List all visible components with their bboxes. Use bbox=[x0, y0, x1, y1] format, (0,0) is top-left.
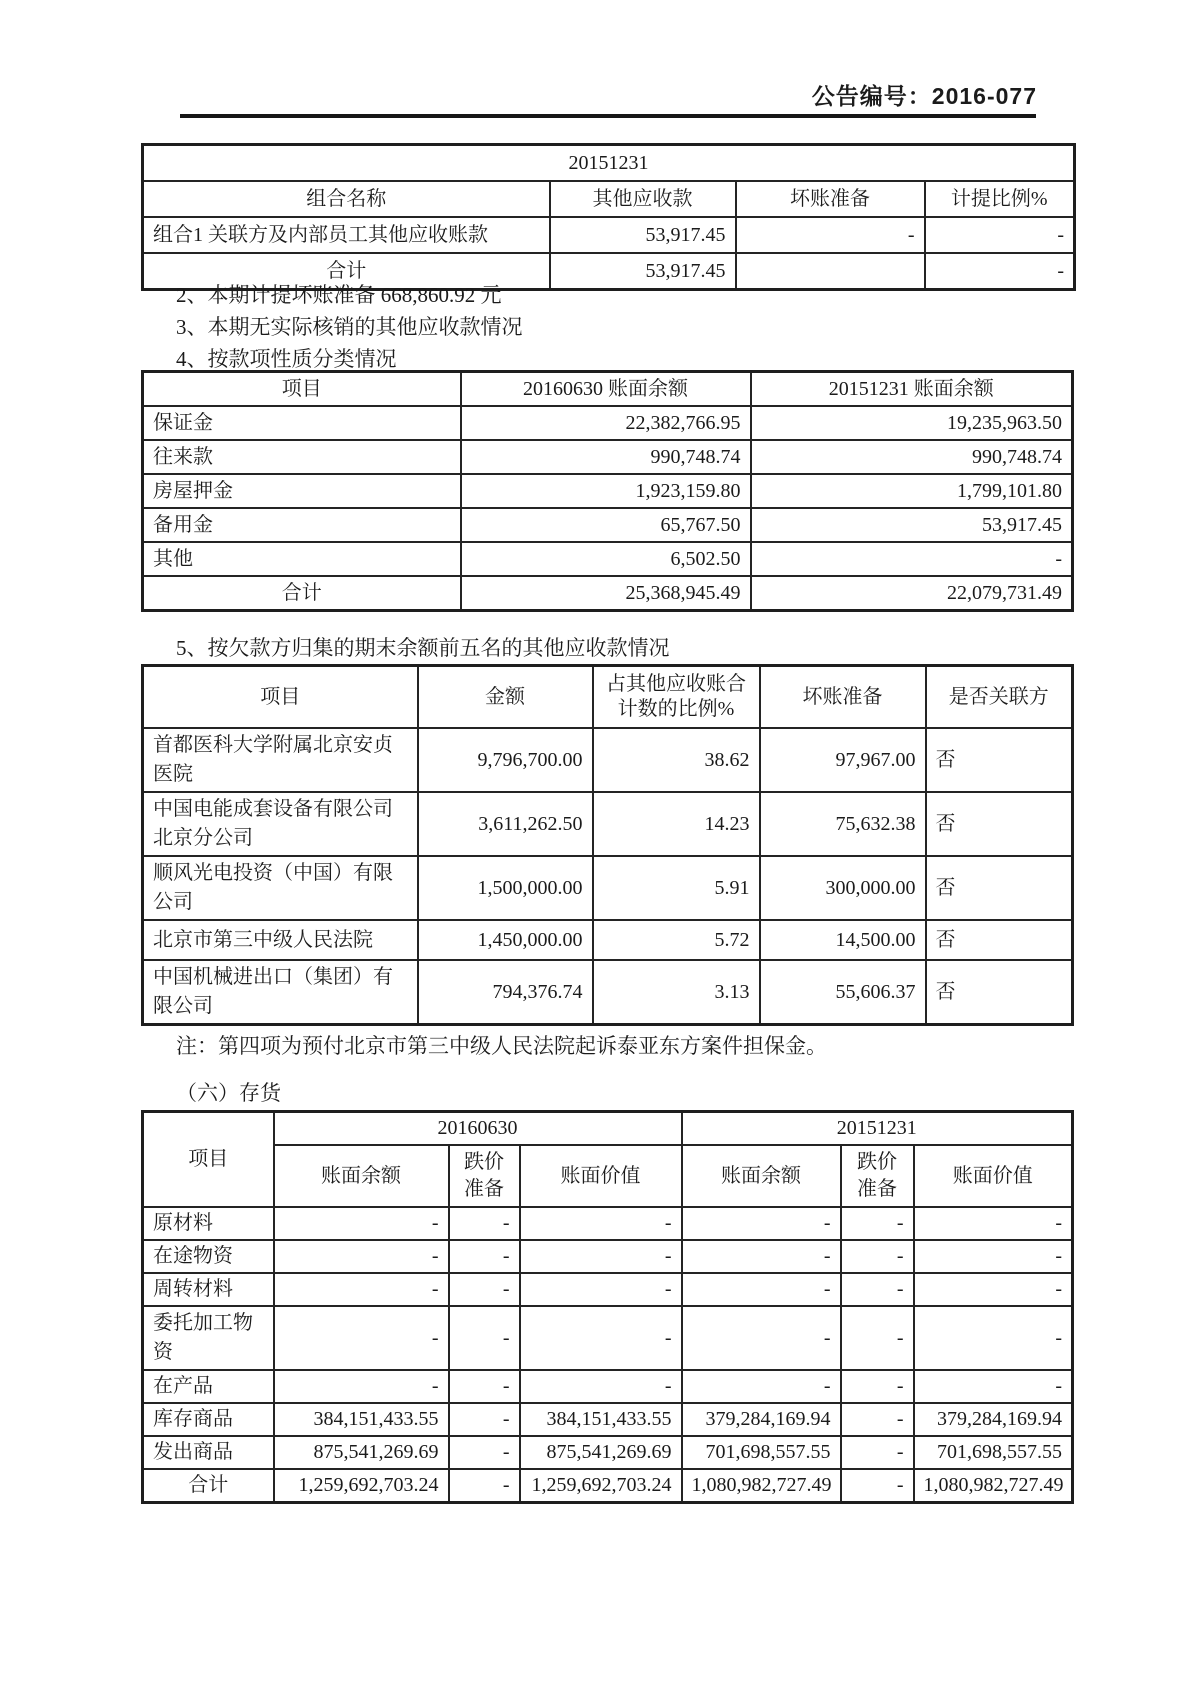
amount-cell: 1,923,159.80 bbox=[461, 474, 751, 508]
related-flag: 否 bbox=[926, 960, 1073, 1025]
amount-cell: - bbox=[449, 1469, 520, 1503]
col-header: 跌价准备 bbox=[449, 1145, 520, 1207]
amount-cell bbox=[736, 253, 925, 290]
total-label: 合计 bbox=[143, 576, 461, 611]
row-label: 在产品 bbox=[143, 1370, 274, 1403]
related-flag: 否 bbox=[926, 856, 1073, 920]
amount-cell: - bbox=[914, 1273, 1073, 1306]
row-label: 中国机械进出口（集团）有限公司 bbox=[143, 960, 418, 1025]
col-header: 20160630 账面余额 bbox=[461, 372, 751, 407]
amount-cell: 990,748.74 bbox=[461, 440, 751, 474]
row-label: 委托加工物资 bbox=[143, 1306, 274, 1370]
amount-cell: - bbox=[520, 1273, 682, 1306]
col-header: 项目 bbox=[143, 1112, 274, 1208]
nature-classification-table bbox=[141, 370, 1074, 612]
amount-cell: 379,284,169.94 bbox=[682, 1403, 841, 1436]
amount-cell: 1,080,982,727.49 bbox=[682, 1469, 841, 1503]
amount-cell: 1,799,101.80 bbox=[751, 474, 1073, 508]
amount-cell: 53,917.45 bbox=[550, 253, 736, 290]
amount-cell: 22,079,731.49 bbox=[751, 576, 1073, 611]
amount-cell: - bbox=[274, 1240, 449, 1273]
section-title-inventory: （六）存货 bbox=[176, 1081, 281, 1105]
table-row bbox=[143, 145, 1075, 182]
amount-cell: 53,917.45 bbox=[751, 508, 1073, 542]
amount-cell: 14.23 bbox=[593, 792, 760, 856]
amount-cell: - bbox=[682, 1273, 841, 1306]
table-row bbox=[143, 1469, 1073, 1503]
amount-cell: - bbox=[520, 1306, 682, 1370]
row-label: 周转材料 bbox=[143, 1273, 274, 1306]
amount-cell: 1,500,000.00 bbox=[418, 856, 593, 920]
row-label: 组合1 关联方及内部员工其他应收账款 bbox=[143, 217, 550, 253]
amount-cell: - bbox=[682, 1370, 841, 1403]
col-header: 账面余额 bbox=[682, 1145, 841, 1207]
amount-cell: 9,796,700.00 bbox=[418, 728, 593, 792]
amount-cell: - bbox=[841, 1370, 914, 1403]
table-row bbox=[143, 1370, 1073, 1403]
amount-cell: 65,767.50 bbox=[461, 508, 751, 542]
combo-receivables-table bbox=[141, 143, 1076, 291]
row-label: 发出商品 bbox=[143, 1436, 274, 1469]
related-flag: 否 bbox=[926, 792, 1073, 856]
row-label: 保证金 bbox=[143, 406, 461, 440]
amount-cell: - bbox=[274, 1207, 449, 1240]
table-row bbox=[143, 1273, 1073, 1306]
amount-cell: - bbox=[841, 1306, 914, 1370]
amount-cell: - bbox=[449, 1403, 520, 1436]
row-label: 在途物资 bbox=[143, 1240, 274, 1273]
inventory-table bbox=[141, 1110, 1074, 1504]
amount-cell: - bbox=[841, 1273, 914, 1306]
amount-cell: 6,502.50 bbox=[461, 542, 751, 576]
row-label: 北京市第三中级人民法院 bbox=[143, 920, 418, 960]
table-row bbox=[143, 1207, 1073, 1240]
section-title-top5: 5、按欠款方归集的期末余额前五名的其他应收款情况 bbox=[176, 636, 670, 660]
col-header: 账面价值 bbox=[520, 1145, 682, 1207]
table-row bbox=[143, 1306, 1073, 1370]
amount-cell: 794,376.74 bbox=[418, 960, 593, 1025]
table-row bbox=[143, 181, 1075, 217]
col-header: 其他应收款 bbox=[550, 181, 736, 217]
amount-cell: - bbox=[449, 1207, 520, 1240]
row-label: 房屋押金 bbox=[143, 474, 461, 508]
table-row bbox=[143, 728, 1073, 792]
col-header: 20151231 账面余额 bbox=[751, 372, 1073, 407]
amount-cell: 25,368,945.49 bbox=[461, 576, 751, 611]
col-header: 账面价值 bbox=[914, 1145, 1073, 1207]
col-header: 计提比例% bbox=[925, 181, 1075, 217]
amount-cell: - bbox=[682, 1306, 841, 1370]
amount-cell: - bbox=[520, 1240, 682, 1273]
related-flag: 否 bbox=[926, 728, 1073, 792]
amount-cell: 384,151,433.55 bbox=[274, 1403, 449, 1436]
amount-cell: 55,606.37 bbox=[760, 960, 926, 1025]
table-row bbox=[143, 372, 1073, 407]
note-item: 2、本期计提坏账准备 668,860.92 元 bbox=[176, 283, 502, 307]
amount-cell: - bbox=[449, 1370, 520, 1403]
amount-cell: 875,541,269.69 bbox=[520, 1436, 682, 1469]
table-row bbox=[143, 217, 1075, 253]
note-item: 4、按款项性质分类情况 bbox=[176, 347, 397, 371]
amount-cell: - bbox=[925, 217, 1075, 253]
amount-cell: 701,698,557.55 bbox=[914, 1436, 1073, 1469]
total-label: 合计 bbox=[143, 253, 550, 290]
table-row bbox=[143, 1145, 1073, 1207]
amount-cell: 22,382,766.95 bbox=[461, 406, 751, 440]
amount-cell: - bbox=[751, 542, 1073, 576]
amount-cell: - bbox=[449, 1436, 520, 1469]
amount-cell: 1,450,000.00 bbox=[418, 920, 593, 960]
amount-cell: 990,748.74 bbox=[751, 440, 1073, 474]
row-label: 顺风光电投资（中国）有限公司 bbox=[143, 856, 418, 920]
amount-cell: - bbox=[841, 1403, 914, 1436]
amount-cell: - bbox=[449, 1240, 520, 1273]
amount-cell: 701,698,557.55 bbox=[682, 1436, 841, 1469]
col-header: 组合名称 bbox=[143, 181, 550, 217]
amount-cell: 14,500.00 bbox=[760, 920, 926, 960]
table-footnote: 注：第四项为预付北京市第三中级人民法院起诉泰亚东方案件担保金。 bbox=[176, 1034, 827, 1058]
amount-cell: - bbox=[914, 1240, 1073, 1273]
amount-cell: - bbox=[449, 1306, 520, 1370]
row-label: 其他 bbox=[143, 542, 461, 576]
amount-cell: 97,967.00 bbox=[760, 728, 926, 792]
col-header: 是否关联方 bbox=[926, 666, 1073, 729]
amount-cell: 875,541,269.69 bbox=[274, 1436, 449, 1469]
table-row bbox=[143, 1112, 1073, 1146]
amount-cell: - bbox=[449, 1273, 520, 1306]
table-row bbox=[143, 1403, 1073, 1436]
row-label: 首都医科大学附属北京安贞医院 bbox=[143, 728, 418, 792]
amount-cell: 300,000.00 bbox=[760, 856, 926, 920]
header-rule bbox=[180, 114, 1036, 118]
amount-cell: - bbox=[841, 1207, 914, 1240]
period-header: 20160630 bbox=[274, 1112, 682, 1146]
col-header: 坏账准备 bbox=[760, 666, 926, 729]
row-label: 中国电能成套设备有限公司北京分公司 bbox=[143, 792, 418, 856]
row-label: 原材料 bbox=[143, 1207, 274, 1240]
amount-cell: 75,632.38 bbox=[760, 792, 926, 856]
amount-cell: - bbox=[736, 217, 925, 253]
amount-cell: 5.72 bbox=[593, 920, 760, 960]
amount-cell: - bbox=[682, 1207, 841, 1240]
amount-cell: - bbox=[682, 1240, 841, 1273]
col-header: 坏账准备 bbox=[736, 181, 925, 217]
row-label: 备用金 bbox=[143, 508, 461, 542]
table-row bbox=[143, 508, 1073, 542]
amount-cell: - bbox=[925, 253, 1075, 290]
amount-cell: - bbox=[841, 1469, 914, 1503]
table-row bbox=[143, 440, 1073, 474]
table-row bbox=[143, 576, 1073, 611]
table-row bbox=[143, 1240, 1073, 1273]
amount-cell: 3,611,262.50 bbox=[418, 792, 593, 856]
amount-cell: - bbox=[520, 1207, 682, 1240]
note-item: 3、本期无实际核销的其他应收款情况 bbox=[176, 315, 523, 339]
amount-cell: 1,080,982,727.49 bbox=[914, 1469, 1073, 1503]
col-header: 项目 bbox=[143, 666, 418, 729]
amount-cell: - bbox=[274, 1370, 449, 1403]
col-header: 账面余额 bbox=[274, 1145, 449, 1207]
amount-cell: - bbox=[914, 1306, 1073, 1370]
amount-cell: 3.13 bbox=[593, 960, 760, 1025]
amount-cell: 1,259,692,703.24 bbox=[520, 1469, 682, 1503]
amount-cell: 1,259,692,703.24 bbox=[274, 1469, 449, 1503]
notes-list bbox=[176, 279, 523, 375]
amount-cell: 19,235,963.50 bbox=[751, 406, 1073, 440]
table-row bbox=[143, 1436, 1073, 1469]
col-header: 金额 bbox=[418, 666, 593, 729]
amount-cell: 379,284,169.94 bbox=[914, 1403, 1073, 1436]
table-row bbox=[143, 960, 1073, 1025]
table-row bbox=[143, 792, 1073, 856]
related-flag: 否 bbox=[926, 920, 1073, 960]
amount-cell: - bbox=[914, 1207, 1073, 1240]
announcement-number: 公告编号：2016-077 bbox=[811, 83, 1037, 109]
amount-cell: 53,917.45 bbox=[550, 217, 736, 253]
table-row bbox=[143, 856, 1073, 920]
period-title-cell: 20151231 bbox=[143, 145, 1075, 182]
amount-cell: - bbox=[274, 1306, 449, 1370]
top5-debtors-table bbox=[141, 664, 1074, 1026]
row-label: 库存商品 bbox=[143, 1403, 274, 1436]
amount-cell: - bbox=[274, 1273, 449, 1306]
col-header: 占其他应收账合计数的比例% bbox=[593, 666, 760, 729]
table-row bbox=[143, 920, 1073, 960]
table-row bbox=[143, 542, 1073, 576]
table-row bbox=[143, 666, 1073, 729]
col-header: 跌价准备 bbox=[841, 1145, 914, 1207]
col-header: 项目 bbox=[143, 372, 461, 407]
amount-cell: - bbox=[841, 1436, 914, 1469]
amount-cell: 384,151,433.55 bbox=[520, 1403, 682, 1436]
period-header: 20151231 bbox=[682, 1112, 1073, 1146]
amount-cell: 5.91 bbox=[593, 856, 760, 920]
amount-cell: - bbox=[914, 1370, 1073, 1403]
amount-cell: - bbox=[520, 1370, 682, 1403]
amount-cell: 38.62 bbox=[593, 728, 760, 792]
table-row bbox=[143, 474, 1073, 508]
row-label: 往来款 bbox=[143, 440, 461, 474]
amount-cell: - bbox=[841, 1240, 914, 1273]
table-row bbox=[143, 406, 1073, 440]
total-label: 合计 bbox=[143, 1469, 274, 1503]
